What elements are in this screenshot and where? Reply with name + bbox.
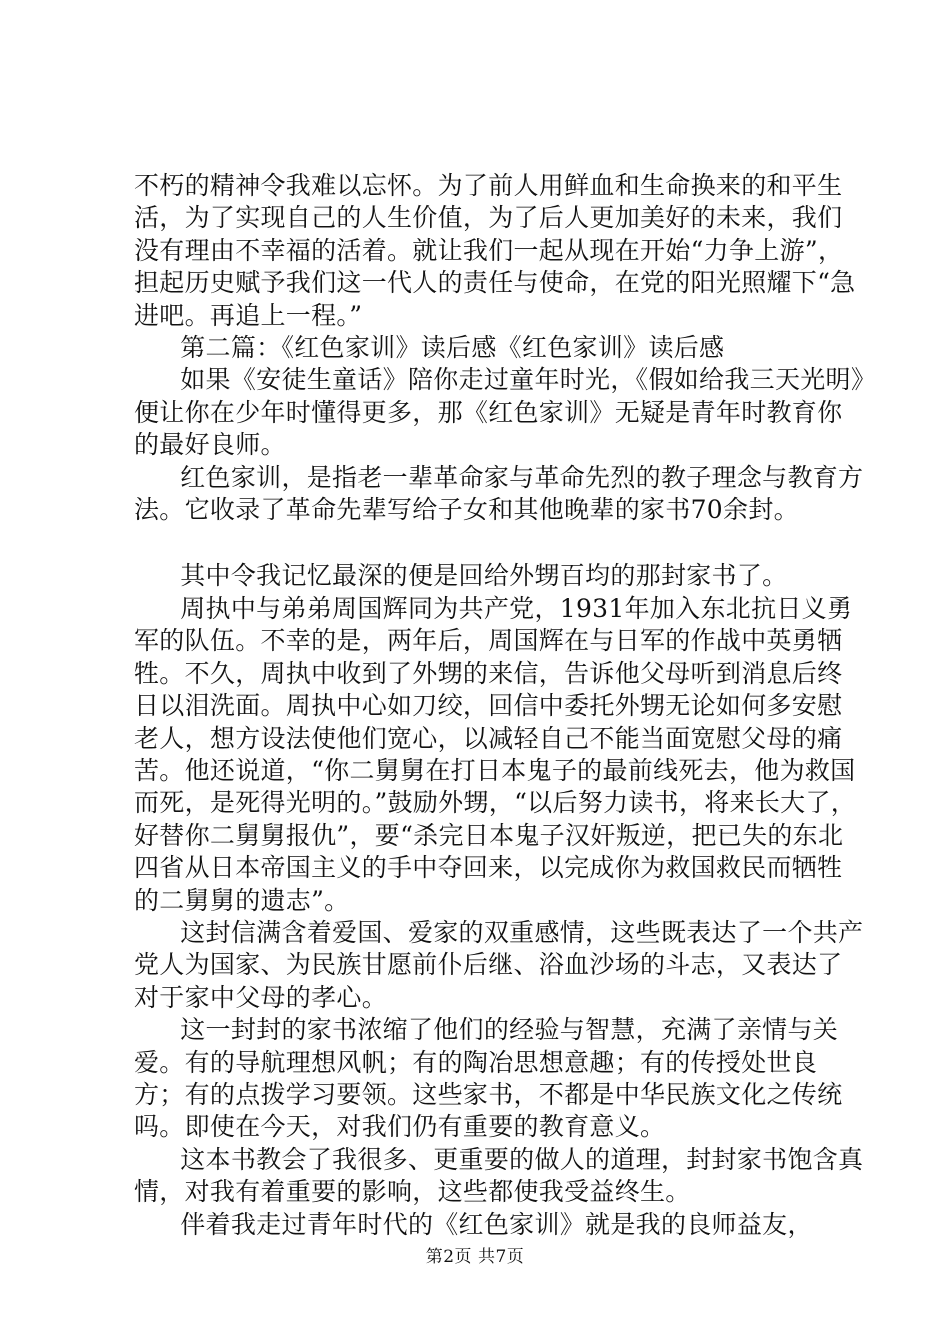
page-number-label: 第2页 共7页 xyxy=(425,1247,525,1267)
paragraph-story: 周执中与弟弟周国辉同为共产党，1931年加入东北抗日义勇军的队伍。不幸的是，两年后，周国辉在与日军的作战中英勇牺牲。不久，周执中收到了外甥的来信，告诉他父母听到消息后终日以泪洗面。周执中心如刀绞，回信中委托外甥无论如何多安慰老人，想方设法使他们宽心，以减轻自己不能当面宽慰父母的痛苦。他还说道，“你二舅舅在打日本鬼子的最前线死去，他为救国而死，是死得光明的。”鼓励外甥，“以后努力读书，将来长大了，好替你二舅舅报仇”，要“杀完日本鬼子汉奸叛逆，把已失的东北四省从日本帝国主义的手中夺回来，以完成你为救国救民而牺牲的二舅舅的遗志”。 xyxy=(134,593,857,915)
paragraph-lessons: 这本书教会了我很多、更重要的做人的道理，封封家书饱含真情，对我有着重要的影响，这些都使我受益终生。 xyxy=(134,1144,864,1207)
paragraph-memory: 其中令我记忆最深的便是回给外甥百均的那封家书了。 xyxy=(180,561,788,591)
document-body xyxy=(134,170,864,1241)
paragraph-continuation: 不朽的精神令我难以忘怀。为了前人用鲜血和生命换来的和平生活，为了实现自己的人生价值，为了后人更加美好的未来，我们没有理由不幸福的活着。就让我们一起从现在开始“力争上游”，担起历史赋予我们这一代人的责任与使命，在党的阳光照耀下“急进吧。再追上一程。” xyxy=(134,171,856,330)
paragraph-definition: 红色家训，是指老一辈革命家与革命先烈的教子理念与教育方法。它收录了革命先辈写给子女和其他晚辈的家书70余封。 xyxy=(134,462,864,525)
paragraph-intro: 如果《安徒生童话》陪你走过童年时光，《假如给我三天光明》便让你在少年时懂得更多，那《红色家训》无疑是青年时教育你的最好良师。 xyxy=(134,365,864,460)
paragraph-letters-wisdom: 这一封封的家书浓缩了他们的经验与智慧，充满了亲情与关爱。有的导航理想风帆；有的陶冶思想意趣；有的传授处世良方；有的点拨学习要领。这些家书，不都是中华民族文化之传统吗。即使在今天，对我们仍有重要的教育意义。 xyxy=(134,1015,843,1142)
paragraph-closing: 伴着我走过青年时代的《红色家训》就是我的良师益友， xyxy=(180,1209,813,1239)
paragraph-letter-emotion: 这封信满含着爱国、爱家的双重感情，这些既表达了一个共产党人为国家、为民族甘愿前仆后继、浴血沙场的斗志，又表达了对于家中父母的孝心。 xyxy=(134,917,864,1012)
page-footer xyxy=(0,1242,950,1267)
section-heading: 第二篇：《红色家训》读后感《红色家训》读后感 xyxy=(180,333,725,363)
